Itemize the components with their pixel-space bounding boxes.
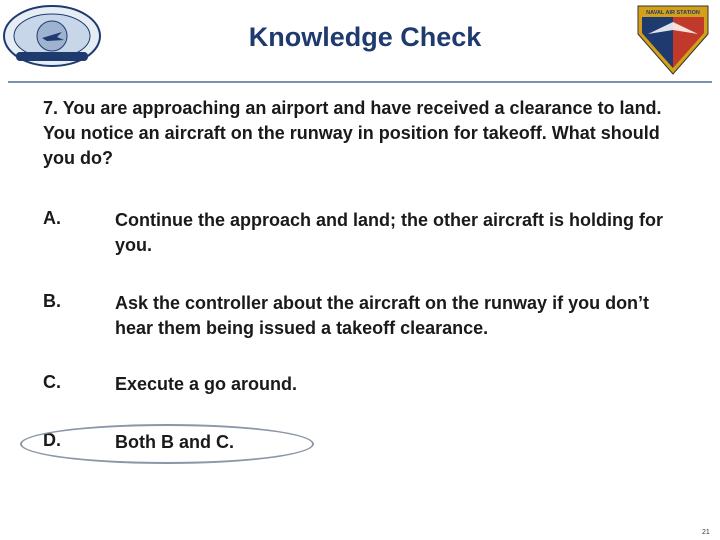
question-text: 7. You are approaching an airport and have received a clearance to land. You notice an aircraft on the runway in position for takeoff. What should you do?	[43, 98, 662, 168]
option-a-letter: A.	[43, 208, 61, 228]
option-b-text: Ask the controller about the aircraft on the runway if you don’t hear them being issued a takeoff clearance.	[115, 293, 650, 338]
option-c-letter: C.	[43, 372, 61, 392]
page-number: 21	[702, 529, 710, 536]
option-d-letter: D.	[43, 430, 61, 450]
option-b-letter: B.	[43, 291, 61, 311]
header-divider	[8, 81, 712, 83]
option-c-text: Execute a go around.	[115, 374, 298, 394]
option-a-text: Continue the approach and land; the other aircraft is holding for you.	[115, 210, 664, 255]
page-title: Knowledge Check	[248, 22, 482, 52]
option-d-text: Both B and C.	[115, 432, 234, 452]
badge-label: NAVAL AIR STATION	[646, 10, 700, 16]
answer-highlight-ring	[20, 424, 314, 464]
